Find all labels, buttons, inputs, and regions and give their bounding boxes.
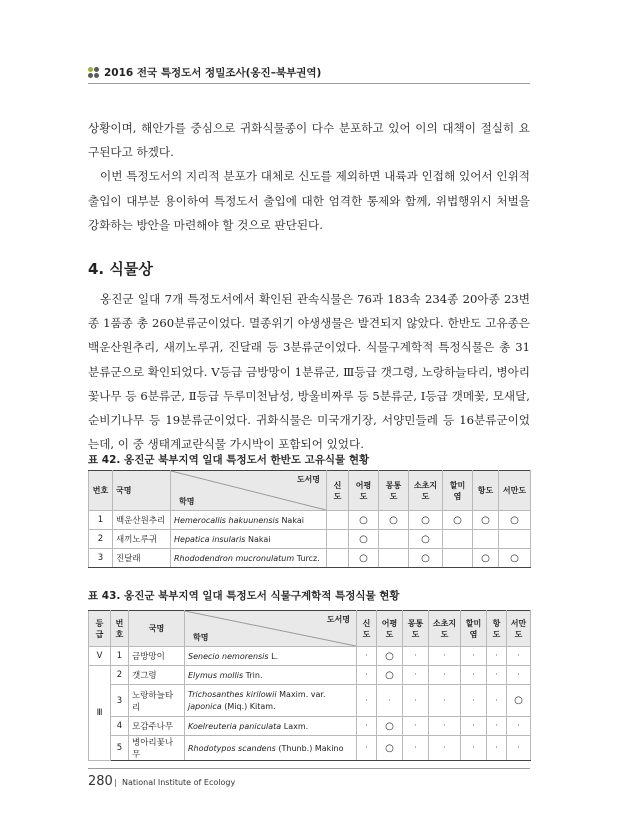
cell-mark: · (429, 736, 461, 761)
table-row (89, 511, 531, 530)
cell-mark: ○ (377, 736, 403, 761)
cell-mark: · (429, 666, 461, 685)
th-island-0: 신도 (327, 471, 349, 511)
cell-mark: · (487, 666, 507, 685)
th-name: 국명 (129, 611, 185, 647)
cell-mark: · (487, 685, 507, 717)
th-islands-label: 도서명 (326, 615, 350, 624)
th-island-0: 신도 (357, 611, 377, 647)
table-row (89, 549, 531, 568)
cell-mark: · (487, 647, 507, 666)
cell-sci (171, 530, 327, 549)
header-dot (88, 73, 93, 78)
sci-name-var: japonica (188, 701, 222, 711)
sci-name: Rhodotypos scandens (188, 743, 276, 753)
header-dot (94, 73, 99, 78)
cell-mark: · (461, 647, 487, 666)
table42 (88, 470, 531, 568)
th-no: 번호 (111, 611, 129, 647)
th-island-3: 소초지도 (429, 611, 461, 647)
footer-institute: National Institute of Ecology (122, 778, 236, 787)
page-footer (88, 768, 530, 798)
th-island-3: 소초지도 (409, 471, 443, 511)
cell-mark (499, 530, 531, 549)
cell-no: 3 (111, 685, 129, 717)
sci-author: Maxim. var. (279, 689, 326, 699)
cell-mark: · (461, 685, 487, 717)
header-dot (88, 67, 93, 72)
table-row (89, 530, 531, 549)
th-island-2: 몽통도 (403, 611, 429, 647)
footer-separator: | (114, 778, 117, 787)
sci-author-var: (Miq.) Kitam. (224, 701, 276, 711)
th-island-6: 서만도 (499, 471, 531, 511)
table-row (89, 666, 531, 685)
intro-text (88, 116, 530, 237)
sci-author: Nakai (281, 515, 304, 525)
cell-mark: · (403, 666, 429, 685)
cell-no: 5 (111, 736, 129, 761)
sci-name: Hemerocallis hakuunensis (174, 515, 279, 525)
cell-mark: ○ (507, 685, 531, 717)
cell-name: 백운산원추리 (113, 511, 171, 530)
header-dot (94, 67, 99, 72)
cell-mark: ○ (409, 549, 443, 568)
cell-sci (185, 717, 357, 736)
table-row (89, 717, 531, 736)
section-title: 4. 식물상 (88, 260, 153, 278)
th-island-2: 몽통도 (379, 471, 409, 511)
cell-mark: ○ (473, 549, 499, 568)
table42-caption: 표 42. 옹진군 북부지역 일대 특정도서 한반도 고유식물 현황 (88, 454, 370, 466)
cell-mark: · (429, 685, 461, 717)
intro-paragraph-1: 상황이며, 해안가를 중심으로 귀화식물종이 다수 분포하고 있어 이의 대책이 절실히 요구된다고 하겠다. (88, 121, 530, 160)
page-number: 280 (88, 774, 113, 789)
cell-mark: ○ (499, 511, 531, 530)
th-island-6: 서만도 (507, 611, 531, 647)
cell-mark: · (487, 717, 507, 736)
cell-no: 1 (89, 511, 113, 530)
section-text (88, 287, 530, 456)
th-island-1: 어평도 (349, 471, 379, 511)
cell-no: 3 (89, 549, 113, 568)
th-sci-island (185, 611, 357, 647)
cell-mark (443, 549, 473, 568)
cell-no: 1 (111, 647, 129, 666)
sci-author: L. (271, 651, 279, 661)
table-row (89, 736, 531, 761)
cell-sci (185, 647, 357, 666)
cell-mark: · (461, 736, 487, 761)
cell-mark (327, 511, 349, 530)
cell-mark: · (357, 647, 377, 666)
table-row (89, 647, 531, 666)
th-island-1: 어평도 (377, 611, 403, 647)
cell-mark: ○ (349, 511, 379, 530)
th-name: 국명 (113, 471, 171, 511)
cell-no: 2 (111, 666, 129, 685)
cell-name: 모감주나무 (129, 717, 185, 736)
cell-mark: ○ (409, 511, 443, 530)
th-no: 번호 (89, 471, 113, 511)
cell-mark: ○ (377, 717, 403, 736)
th-sci-label: 학명 (193, 633, 209, 642)
table43 (88, 610, 531, 761)
sci-author: (Thunb.) Makino (278, 743, 344, 753)
header-dots-icon (88, 67, 100, 79)
th-sci-island (171, 471, 327, 511)
cell-mark: · (357, 736, 377, 761)
cell-sci (171, 511, 327, 530)
cell-mark: ○ (409, 530, 443, 549)
cell-name: 새끼노루귀 (113, 530, 171, 549)
sci-name: Senecio nemorensis (188, 651, 269, 661)
cell-mark: · (357, 685, 377, 717)
th-island-4: 할미염 (461, 611, 487, 647)
cell-mark: · (461, 717, 487, 736)
cell-mark: · (429, 647, 461, 666)
intro-paragraph-2: 이번 특정도서의 지리적 분포가 대체로 신도를 제외하면 내륙과 인접해 있어서 인위적 출입이 대부분 용이하여 특정도서 출입에 대한 엄격한 통제와 함께, 위법행위시 처벌을 강화하는 방안을 마련해야 할 것으로 판단된다. (88, 169, 530, 232)
cell-mark: · (403, 647, 429, 666)
cell-sci (185, 666, 357, 685)
cell-mark: ○ (379, 511, 409, 530)
sci-name: Trichosanthes kirilowii (188, 689, 277, 699)
th-island-5: 항도 (473, 471, 499, 511)
sci-author: Nakai (248, 534, 271, 544)
th-island-5: 항도 (487, 611, 507, 647)
cell-mark: · (507, 666, 531, 685)
cell-name: 노랑하늘타리 (129, 685, 185, 717)
cell-mark (327, 530, 349, 549)
cell-grade: Ⅴ (89, 647, 111, 666)
cell-mark: · (461, 666, 487, 685)
th-island-4: 할미염 (443, 471, 473, 511)
table43-caption: 표 43. 옹진군 북부지역 일대 특정도서 식물구계학적 특정식물 현황 (88, 590, 400, 602)
cell-mark: ○ (499, 549, 531, 568)
cell-mark (327, 549, 349, 568)
cell-mark: ○ (349, 530, 379, 549)
cell-mark (473, 530, 499, 549)
cell-mark: ○ (377, 666, 403, 685)
cell-mark: · (403, 685, 429, 717)
cell-mark: · (507, 717, 531, 736)
cell-mark: · (377, 685, 403, 717)
cell-name: 진달래 (113, 549, 171, 568)
page-header (88, 63, 530, 85)
cell-no: 4 (111, 717, 129, 736)
cell-name: 금방망이 (129, 647, 185, 666)
table-row (89, 685, 531, 717)
cell-mark (379, 549, 409, 568)
sci-name: Elymus mollis (188, 670, 244, 680)
sci-author: Turcz. (296, 553, 320, 563)
sci-name: Hepatica insularis (174, 534, 246, 544)
cell-mark: ○ (349, 549, 379, 568)
cell-sci (185, 685, 357, 717)
sci-name: Rhododendron mucronulatum (174, 553, 295, 563)
th-grade: 등급 (89, 611, 111, 647)
cell-mark: ○ (377, 647, 403, 666)
sci-author: Trin. (245, 670, 263, 680)
th-sci-label: 학명 (179, 497, 195, 506)
cell-mark: · (429, 717, 461, 736)
footer-rule (88, 768, 530, 769)
cell-mark: ○ (473, 511, 499, 530)
cell-mark: ○ (443, 511, 473, 530)
cell-no: 2 (89, 530, 113, 549)
cell-mark (379, 530, 409, 549)
th-islands-label: 도서명 (296, 475, 320, 484)
cell-sci (185, 736, 357, 761)
cell-mark (443, 530, 473, 549)
cell-name: 갯그령 (129, 666, 185, 685)
sci-author: Laxm. (283, 721, 309, 731)
cell-mark: · (487, 736, 507, 761)
header-title: 2016 전국 특정도서 정밀조사(옹진–북부권역) (104, 67, 322, 79)
cell-mark: · (357, 717, 377, 736)
header-rule (88, 83, 530, 84)
sci-name: Koelreuteria paniculata (188, 721, 282, 731)
cell-grade: Ⅲ (89, 666, 111, 761)
cell-mark: · (357, 666, 377, 685)
cell-mark: · (507, 647, 531, 666)
section-paragraph: 옹진군 일대 7개 특정도서에서 확인된 관속식물은 76과 183속 234종 20아종 23변종 1품종 총 260분류군이었다. 멸종위기 야생생물은 발견되지 않았다. 한반도 고유종은 백운산원추리, 새끼노루귀, 진달래 등 3분류군이었다. 식물구계학적 특정식물은 총 31분류군으로 확인되었다. Ⅴ등급 금방망이 1분류군, Ⅲ등급 갯그령, 노랑하늘타리, 병아리꽃나무 등 6분류군, Ⅱ등급 두루미천남성, 방울비짜루 등 5분류군, Ⅰ등급 갯메꽃, 모새달, 순비기나무 등 19분류군이었다. 귀화식물은 미국개기장, 서양민들레 등 16분류군이었는데, 이 중 생태계교란식물 가시박이 포함되어 있었다. (88, 292, 530, 452)
cell-mark: · (403, 736, 429, 761)
cell-name: 병아리꽃나무 (129, 736, 185, 761)
cell-sci (171, 549, 327, 568)
cell-mark: · (403, 717, 429, 736)
cell-mark: · (507, 736, 531, 761)
